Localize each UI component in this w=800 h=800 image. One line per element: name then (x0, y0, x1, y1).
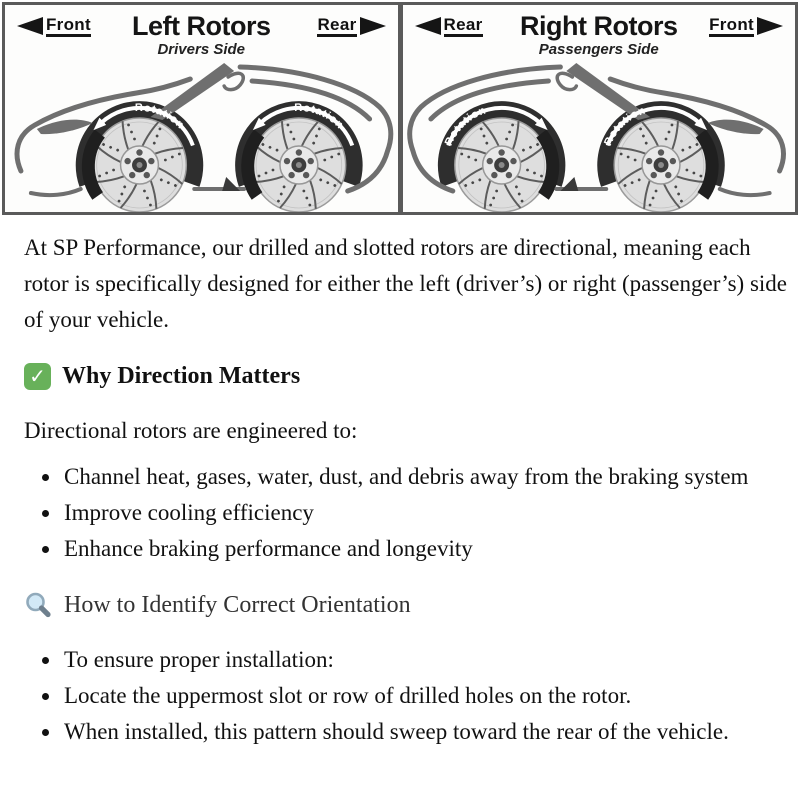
arrow-left-icon (17, 17, 43, 35)
list-item: • Locate the uppermost slot or row of drilled holes on the rotor. (62, 678, 790, 714)
list-item: • Improve cooling efficiency (62, 495, 790, 531)
panel-subtitle: Passengers Side (538, 41, 659, 59)
left-panel-title-block (72, 12, 330, 58)
right-rotors-panel (400, 2, 799, 215)
list-item: • When installed, this pattern should sweep toward the rear of the vehicle. (62, 714, 790, 750)
rear-label-text: Rear (317, 16, 356, 37)
front-label-text: Front (46, 16, 91, 37)
rotation-label: Rotation (601, 104, 647, 148)
rotor-direction-diagram (2, 2, 798, 215)
right-panel-title-block (470, 12, 728, 58)
lead-paragraph: Directional rotors are engineered to: (24, 418, 358, 444)
left-panel-header (17, 11, 386, 59)
section-title: Why Direction Matters (62, 362, 301, 389)
section-title: How to Identify Correct Orientation (64, 591, 411, 618)
rotation-label: Rotation (134, 101, 187, 132)
list-item: • Enhance braking performance and longevity (62, 531, 790, 567)
rotation-label: Rotation (294, 101, 347, 132)
arrow-left-icon (415, 17, 441, 35)
magnifying-glass-icon (24, 591, 53, 620)
panel-title: Left Rotors (132, 11, 271, 41)
panel-title: Right Rotors (520, 11, 678, 41)
front-label-text: Front (709, 16, 754, 37)
why-direction-matters-heading (24, 358, 790, 395)
check-mark-icon: ✓ (24, 363, 51, 390)
left-rotors-panel (2, 2, 401, 215)
article-body (0, 217, 800, 750)
list-item: • To ensure proper installation: (62, 642, 790, 678)
orientation-steps-list (24, 642, 790, 750)
list-item: • Channel heat, gases, water, dust, and debris away from the braking system (62, 459, 790, 495)
panel-subtitle: Drivers Side (157, 41, 246, 59)
benefits-list (24, 459, 790, 567)
intro-paragraph: At SP Performance, our drilled and slotted rotors are directional, meaning each rotor is specifically designed for either the left (driver’s) or right (passenger’s) side of your vehicle. (24, 235, 788, 332)
identify-orientation-heading (24, 587, 790, 624)
arrow-right-icon (360, 17, 386, 35)
arrow-right-icon (757, 17, 783, 35)
rotation-label: Rotation (442, 104, 488, 148)
right-panel-header (415, 11, 784, 59)
rear-label-text: Rear (444, 16, 483, 37)
